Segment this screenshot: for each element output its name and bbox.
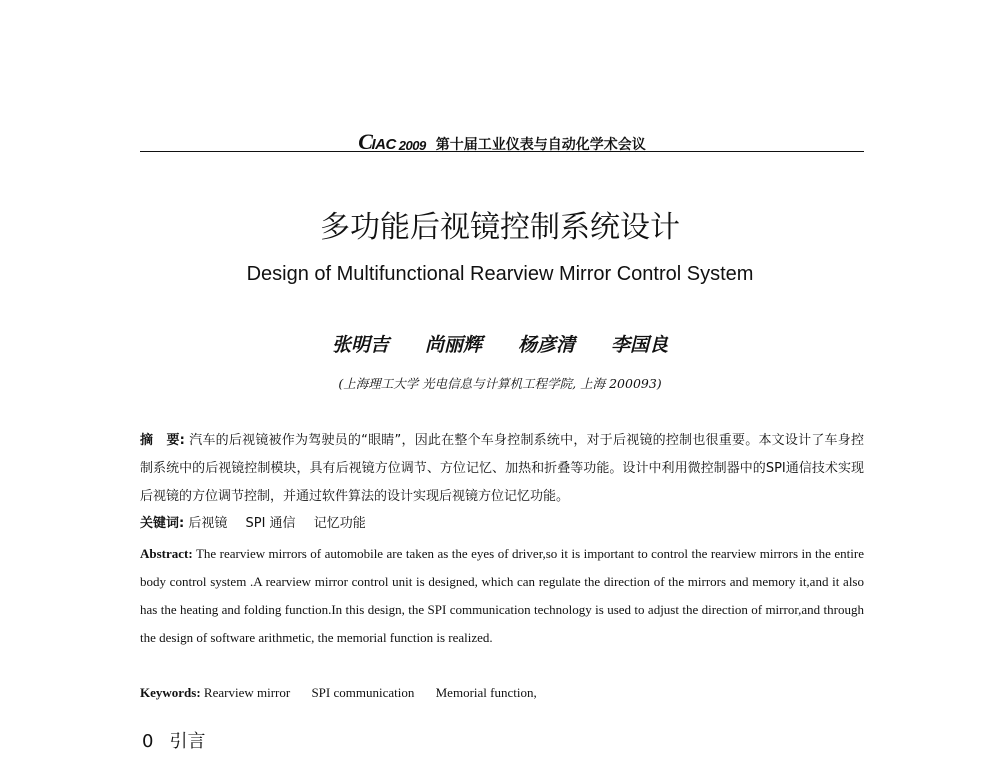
abstract-english-text: The rearview mirrors of automobile are taken as the eyes of driver,so it is important to control the rearview mirrors in the entire body control system .A rearview mirror control unit is designed, which can regulate the direction of the mirrors and memory it,and it also has the heating and folding function.In this design, the SPI communication technology is used to adjust the direction of mirror,and through the design of software arithmetic, the memorial function is realized. xyxy=(140,546,864,645)
title-chinese: 多功能后视镜控制系统设计 xyxy=(320,210,680,245)
abstract-english xyxy=(140,540,864,652)
abstract-chinese-label: 摘 要: xyxy=(140,433,185,448)
keywords-chinese-label: 关键词: xyxy=(140,516,185,531)
title-english: Design of Multifunctional Rearview Mirror Control System xyxy=(246,263,754,285)
author-name: 李国良 xyxy=(611,334,669,356)
running-header xyxy=(140,126,864,155)
author-name: 张明吉 xyxy=(331,334,389,356)
header-rule xyxy=(140,151,864,152)
abstract-chinese xyxy=(140,427,864,511)
keyword-item: SPI 通信 xyxy=(245,516,296,531)
conference-name: 第十届工业仪表与自动化学术会议 xyxy=(435,137,646,153)
abstract-chinese-text: 汽车的后视镜被作为驾驶员的“眼睛”，因此在整个车身控制系统中，对于后视镜的控制也很重要。本文设计了车身控制系统中的后视镜控制模块，具有后视镜方位调节、方位记忆、加热和折叠等功能。设计中利用微控制器中的SPI通信技术实现后视镜的方位调节控制，并通过软件算法的设计实现后视镜方位记忆功能。 xyxy=(140,433,864,504)
keywords-english-label: Keywords: xyxy=(140,685,201,700)
keyword-item: 记忆功能 xyxy=(313,516,366,531)
keyword-item: Rearview mirror xyxy=(203,685,291,700)
keyword-item: 后视镜 xyxy=(188,516,228,531)
affiliation: (上海理工大学 光电信息与计算机工程学院, 上海 200093) xyxy=(338,376,662,391)
keyword-item: SPI communication xyxy=(311,685,415,700)
keywords-english xyxy=(140,683,864,703)
keyword-item: Memorial function, xyxy=(435,685,537,700)
logo-mark: C xyxy=(358,129,373,155)
conference-logo xyxy=(358,129,426,155)
section-title: 引言 xyxy=(169,731,206,752)
keywords-chinese xyxy=(140,514,864,534)
section-heading xyxy=(142,733,205,751)
logo-year: 2009 xyxy=(398,138,426,153)
logo-text: IAC xyxy=(371,136,396,153)
author-name: 杨彦清 xyxy=(518,334,576,356)
section-number: 0 xyxy=(142,731,154,752)
author-list xyxy=(0,330,1000,357)
abstract-english-label: Abstract: xyxy=(140,546,193,561)
author-name: 尚丽辉 xyxy=(424,334,482,356)
